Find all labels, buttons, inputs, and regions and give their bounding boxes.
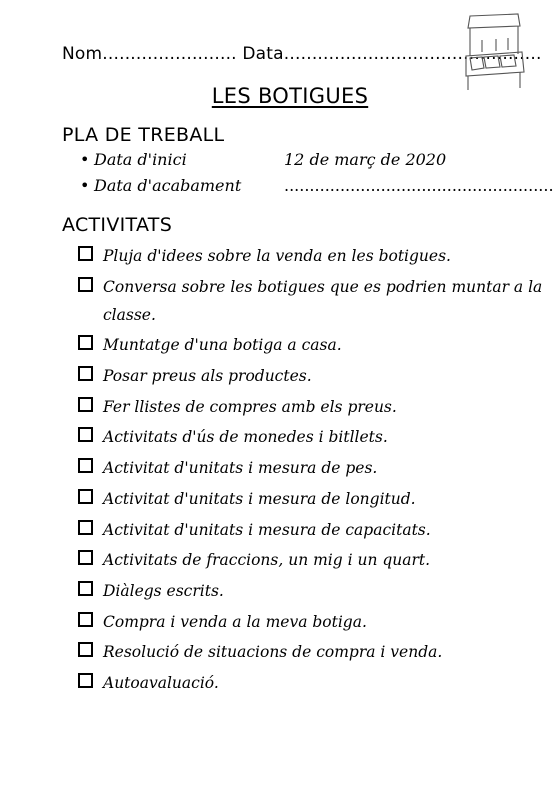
- bullet: •: [80, 150, 90, 169]
- activity-item: [78, 273, 548, 329]
- date-label: Data: [242, 44, 284, 64]
- activity-text: Activitats de fraccions, un mig i un quart.: [103, 551, 431, 570]
- activity-text: Diàlegs escrits.: [103, 581, 224, 600]
- activity-text: Autoavaluació.: [103, 673, 219, 692]
- activity-item: [78, 331, 548, 359]
- activity-item: [78, 669, 548, 697]
- end-date-blank[interactable]: .....................................................: [284, 176, 554, 195]
- checkbox[interactable]: [78, 246, 93, 261]
- activity-text: Activitat d'unitats i mesura de capacitats.: [103, 520, 431, 539]
- name-label: Nom: [62, 44, 103, 64]
- checkbox[interactable]: [78, 397, 93, 412]
- activity-item: [78, 423, 548, 451]
- activity-text: Resolució de situacions de compra i venda.: [103, 643, 443, 662]
- activity-text: Pluja d'idees sobre la venda en les botigues.: [103, 247, 451, 265]
- plan-start-date-row: [80, 150, 447, 172]
- checkbox[interactable]: [78, 366, 93, 381]
- activity-item: [78, 577, 548, 605]
- activity-item: [78, 546, 548, 574]
- activity-item: [78, 608, 548, 636]
- plan-heading: PLA DE TREBALL: [62, 124, 225, 146]
- bullet: •: [80, 176, 90, 195]
- activities-checklist: [78, 242, 548, 700]
- checkbox[interactable]: [78, 673, 93, 688]
- activity-text: Fer llistes de compres amb els preus.: [103, 397, 397, 416]
- checkbox[interactable]: [78, 520, 93, 535]
- checkbox[interactable]: [78, 581, 93, 596]
- date-blank[interactable]: ..............................................: [283, 44, 542, 64]
- activity-text: Activitat d'unitats i mesura de longitud.: [103, 489, 416, 508]
- activity-item: [78, 516, 548, 544]
- activity-item: [78, 638, 548, 666]
- plan-end-date-row: [80, 176, 554, 198]
- checkbox[interactable]: [78, 458, 93, 473]
- end-date-label: Data d'acabament: [94, 176, 242, 195]
- market-stall-illustration: [462, 12, 526, 92]
- activities-heading: ACTIVITATS: [62, 214, 173, 236]
- activity-text: Muntatge d'una botiga a casa.: [103, 336, 342, 355]
- checkbox[interactable]: [78, 642, 93, 657]
- activity-item: [78, 393, 548, 421]
- activity-item: [78, 362, 548, 390]
- start-date-label: Data d'inici: [94, 150, 187, 169]
- activity-text: Compra i venda a la meva botiga.: [103, 612, 367, 631]
- activity-item: [78, 485, 548, 513]
- activity-text: Conversa sobre les botigues que es podrien muntar a la classe.: [103, 277, 543, 324]
- checkbox[interactable]: [78, 277, 93, 292]
- activity-item: [78, 454, 548, 482]
- name-blank[interactable]: ........................: [102, 44, 237, 64]
- activity-item: [78, 242, 548, 270]
- checkbox[interactable]: [78, 489, 93, 504]
- checkbox[interactable]: [78, 427, 93, 442]
- activity-text: Posar preus als productes.: [103, 367, 312, 386]
- page-title: LES BOTIGUES: [211, 84, 369, 108]
- checkbox[interactable]: [78, 550, 93, 565]
- checkbox[interactable]: [78, 612, 93, 627]
- start-date-value: 12 de març de 2020: [284, 150, 447, 169]
- activity-text: Activitats d'ús de monedes i bitllets.: [103, 428, 388, 447]
- activity-text: Activitat d'unitats i mesura de pes.: [103, 459, 378, 478]
- checkbox[interactable]: [78, 335, 93, 350]
